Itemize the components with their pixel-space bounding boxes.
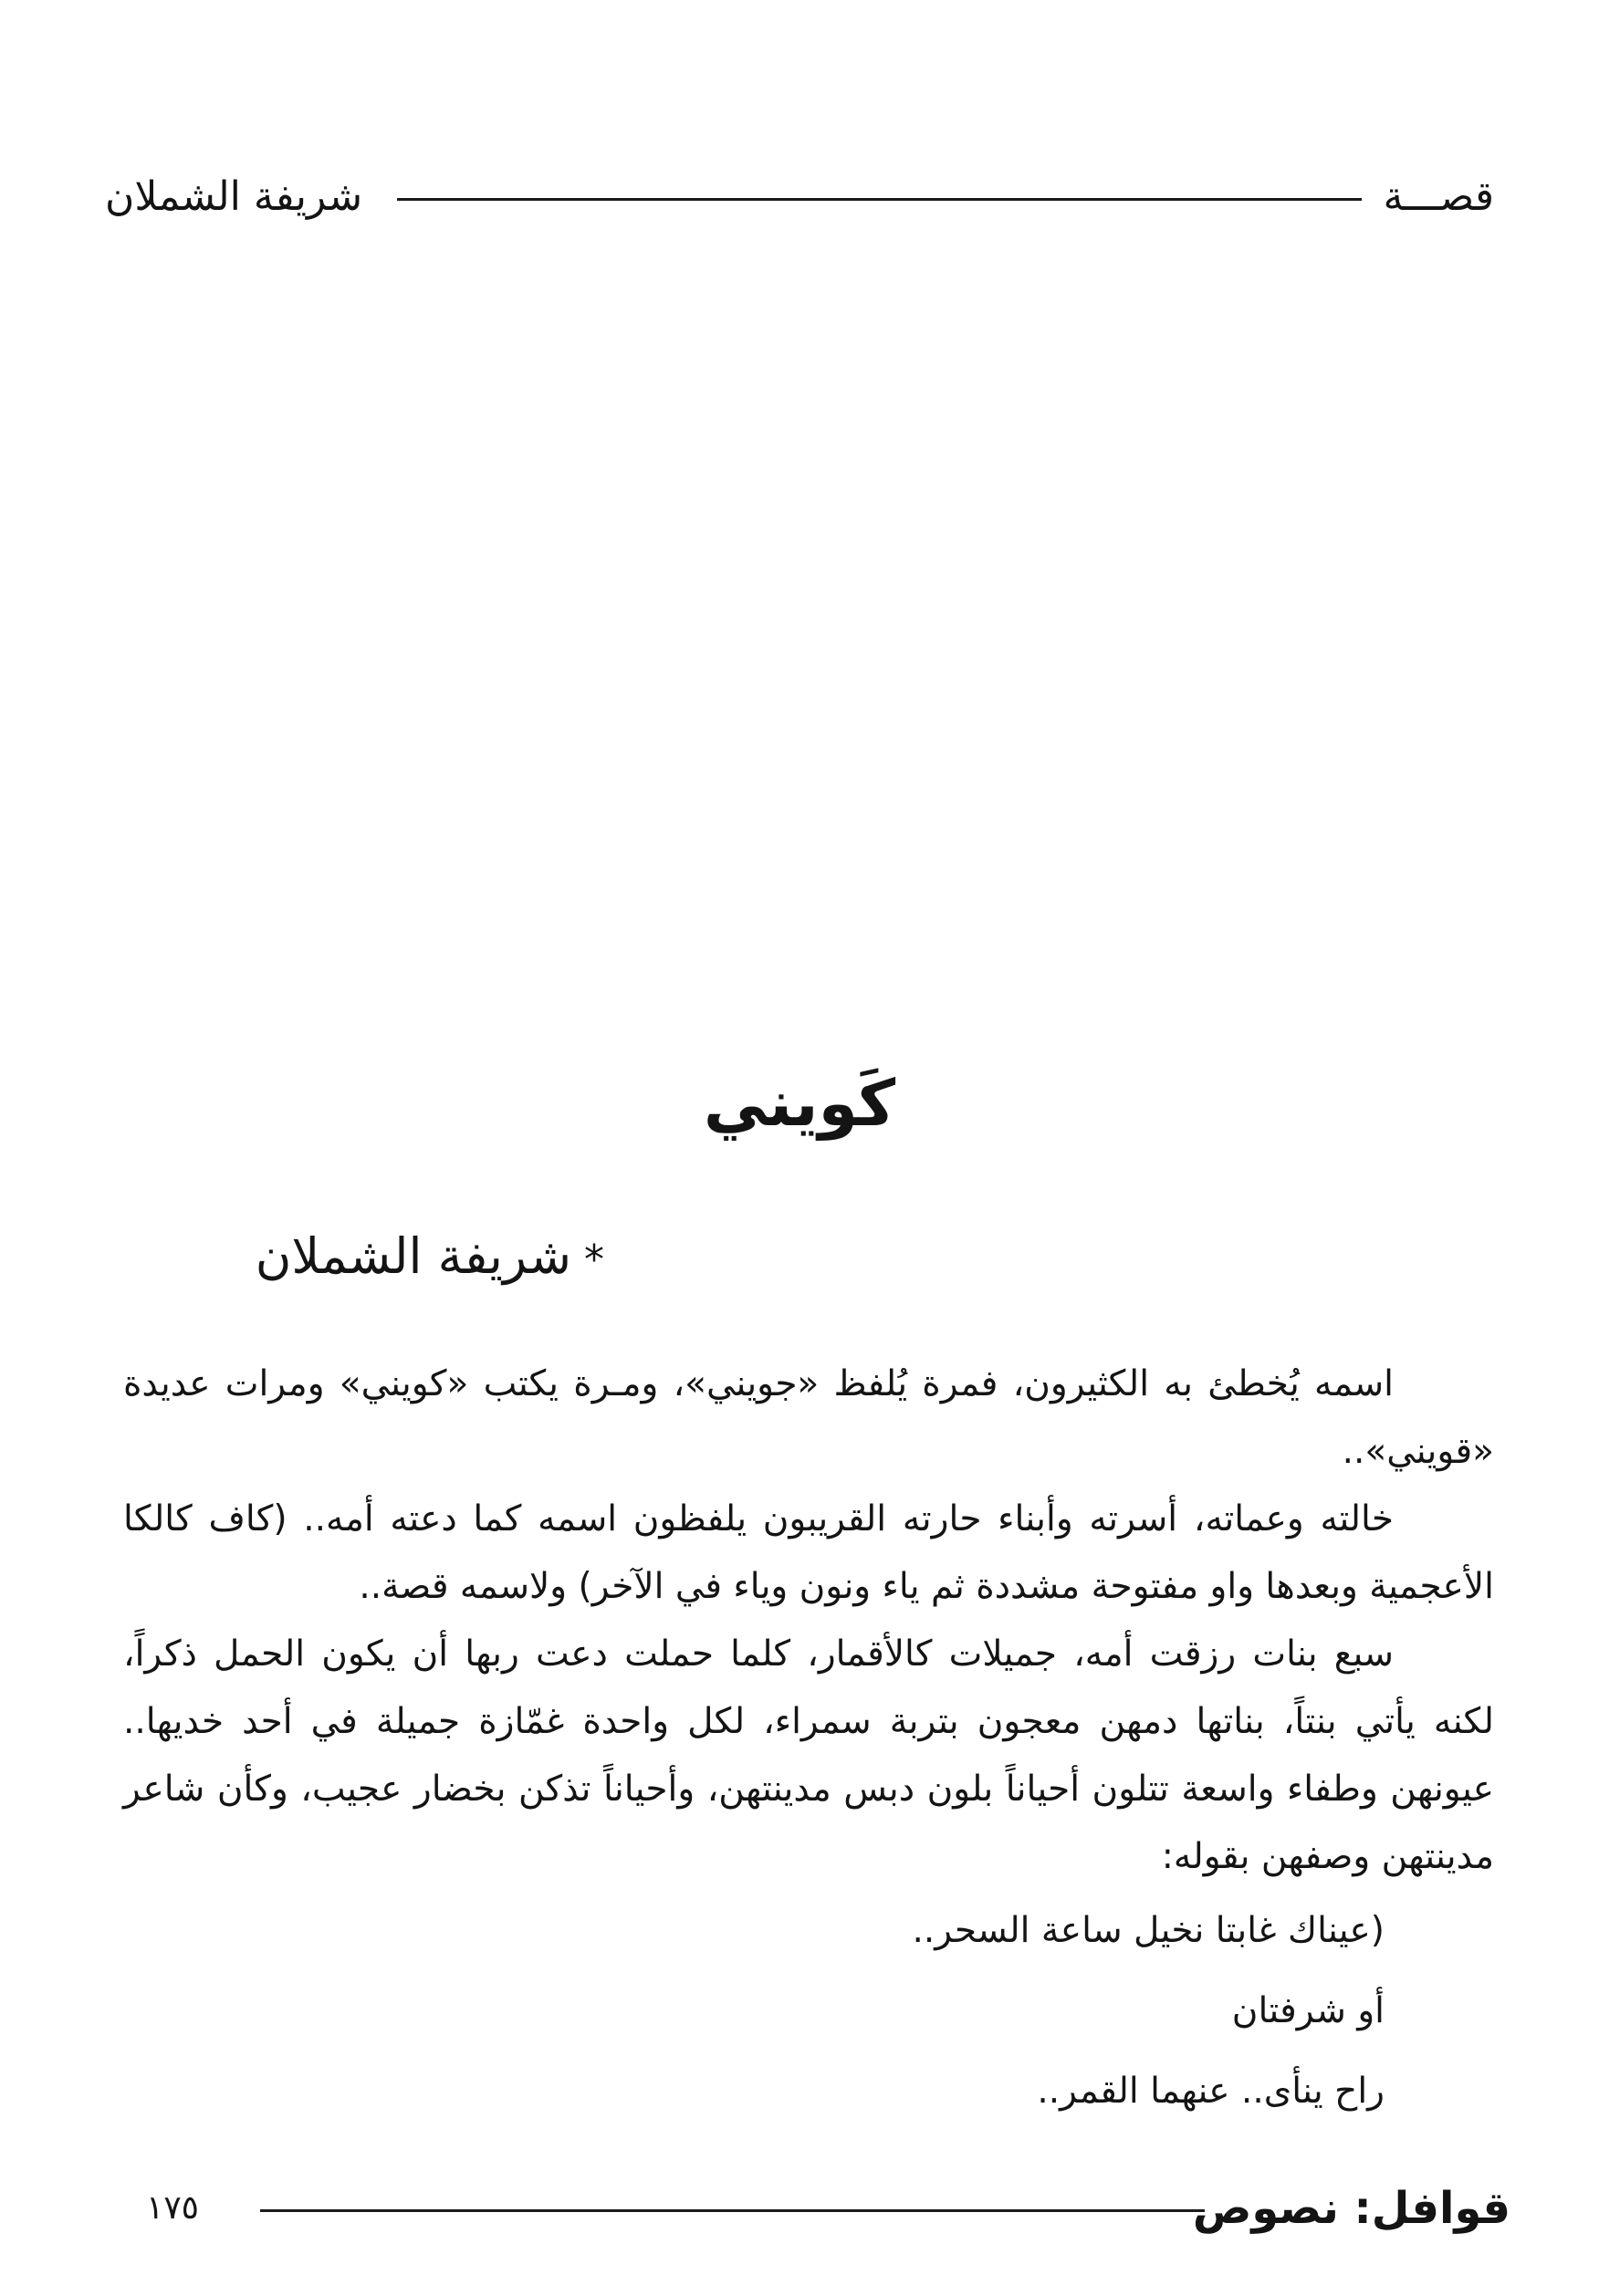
author-name: شريفة الشملان — [255, 1227, 571, 1285]
header-author: شريفة الشملان — [105, 173, 363, 220]
story-title: كَويني — [703, 1066, 896, 1141]
verse-line: راح ينأى.. عنهما القمر.. — [1037, 2071, 1385, 2112]
journal-name: قوافل: نصوص — [1192, 2183, 1510, 2234]
verse-quote — [913, 1891, 1385, 2132]
header-rule — [397, 198, 1337, 201]
verse-line: أو شرفتان — [1231, 1990, 1385, 2031]
header-section-label: قصـــة — [1383, 173, 1494, 220]
verse-line: (عيناك غابتا نخيل ساعة السحر.. — [912, 1910, 1385, 1951]
paragraph: اسمه يُخطئ به الكثيرون، فمرة يُلفظ «جويني»، ومـرة يكتب «كويني» ومرات عديدة «قويني».. — [123, 1363, 1494, 1472]
author-footnote-marker: * — [584, 1237, 604, 1283]
author-byline — [256, 1227, 604, 1285]
running-header — [105, 161, 1494, 234]
footer-rule — [260, 2209, 1205, 2212]
paragraph: سبع بنات رزقت أمه، جميلات كالأقمار، كلما حملت دعت ربها أن يكون الحمل ذكراً، لكنه يأتي بنتاً، بناتها دمهن معجون بتربة سمراء، لكل واحدة غمّازة جميلة في أحد خديها.. عيونهن وطفاء واسعة تتلون أحياناً بلون دبس مدينتهن، وأحياناً تذكن بخضار عجيب، وكأن شاعر مدينتهن وصفهن بقوله: — [123, 1633, 1494, 1877]
story-body — [123, 1351, 1494, 1891]
running-footer — [146, 2176, 1510, 2240]
header-rule-short — [1270, 198, 1362, 201]
page-number: ١٧٥ — [146, 2189, 200, 2227]
paragraph: خالته وعماته، أسرته وأبناء حارته القريبون يلفظون اسمه كما دعته أمه.. (كاف كالكا الأعجمية وبعدها واو مفتوحة مشددة ثم ياء ونون وياء في الآخر) ولاسمه قصة.. — [123, 1498, 1494, 1607]
